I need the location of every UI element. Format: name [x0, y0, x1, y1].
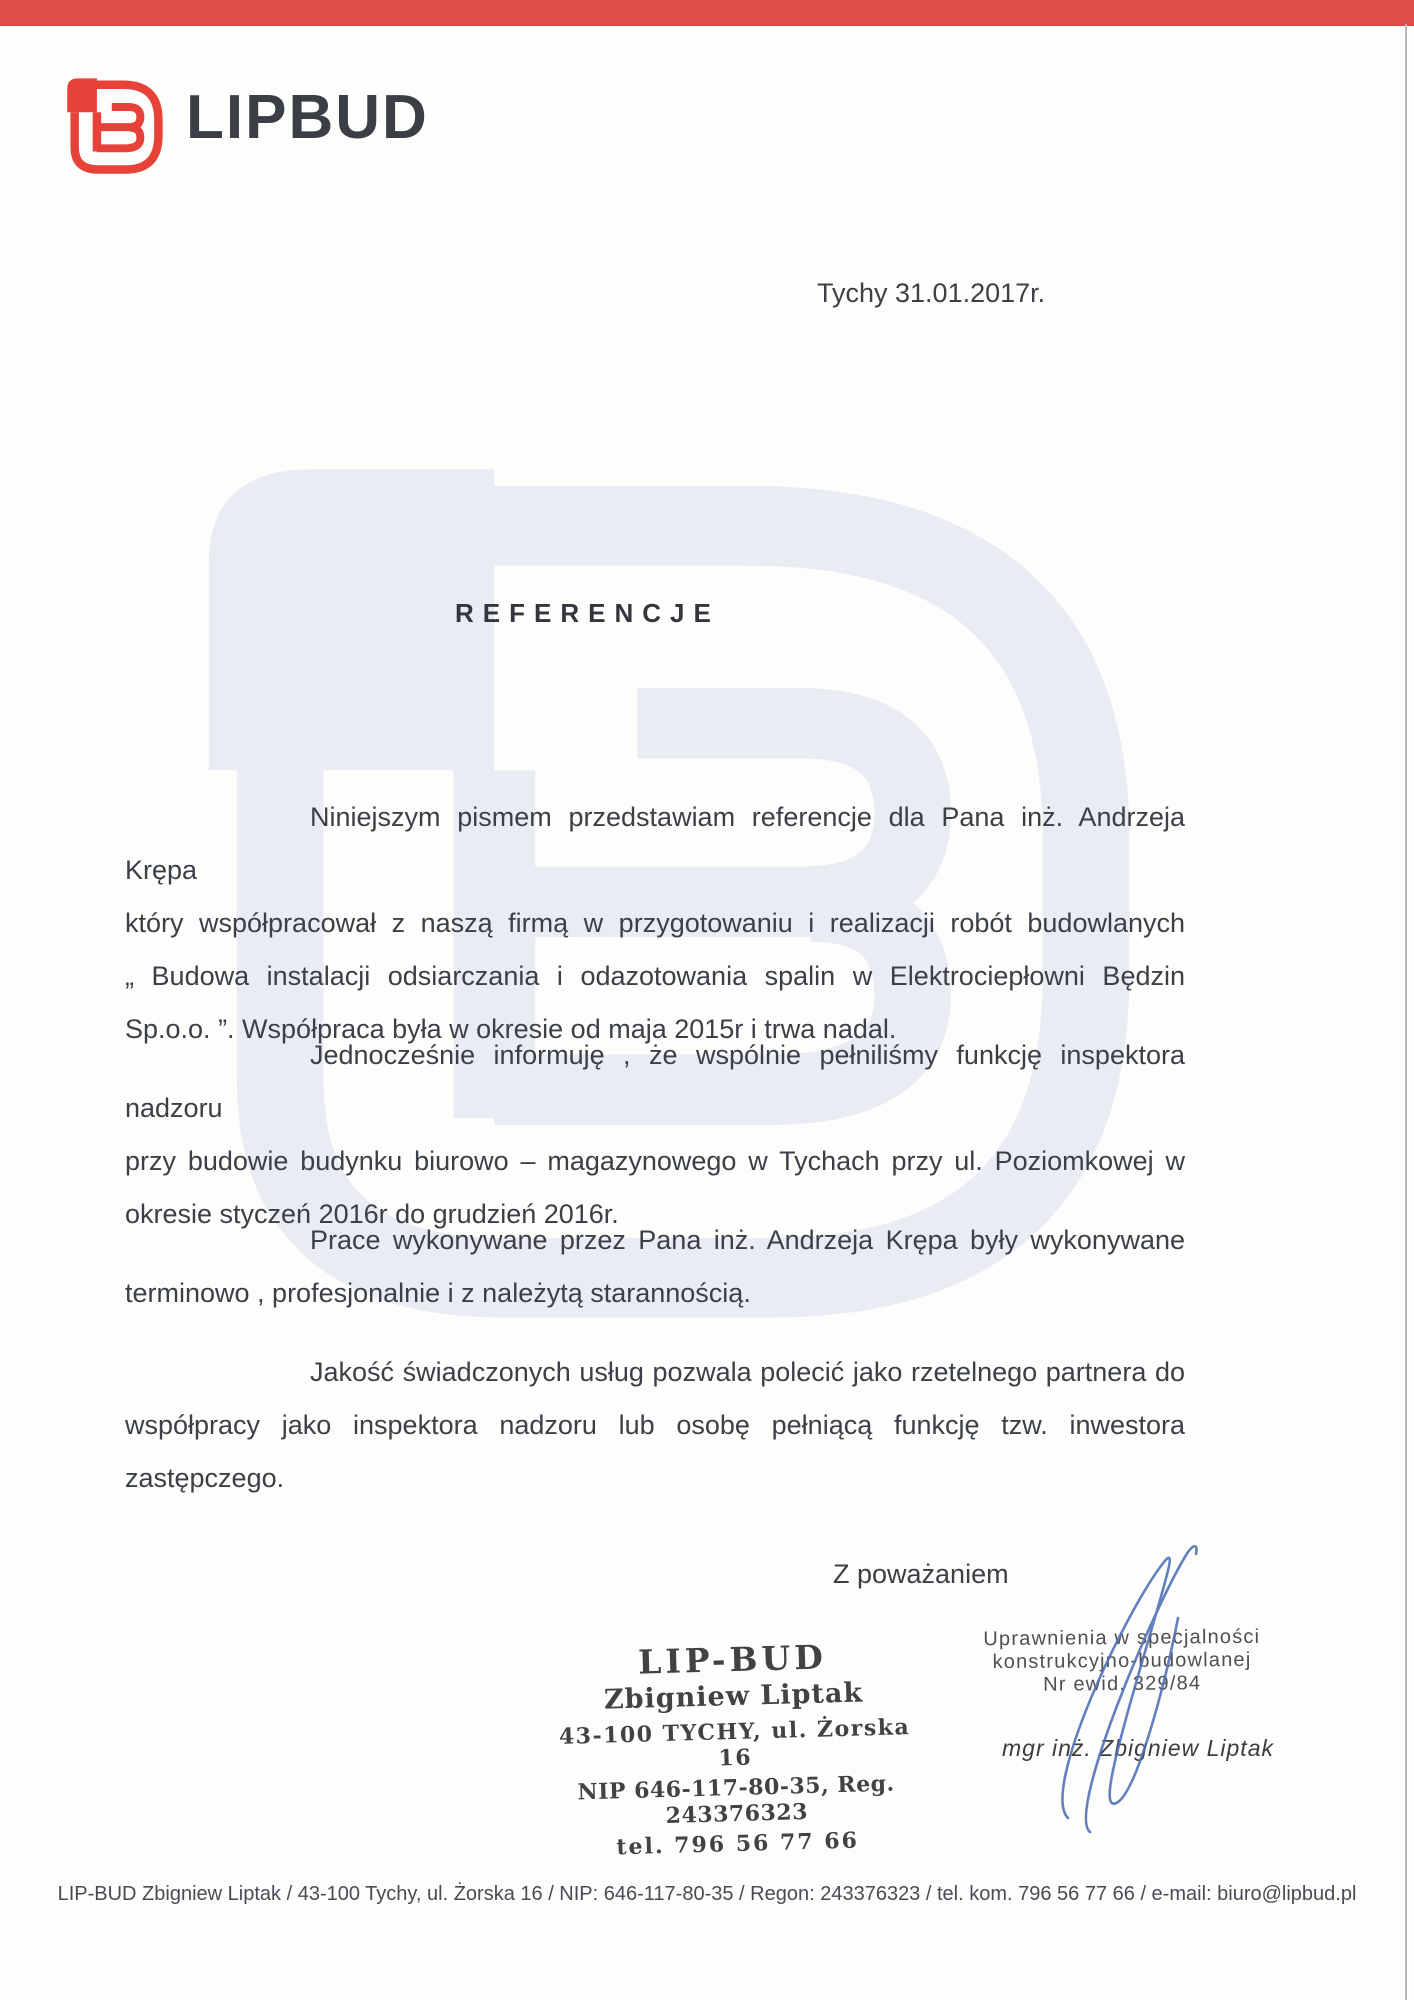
signer-name: mgr inż. Zbigniew Liptak [1002, 1735, 1274, 1761]
scan-edge-line [1405, 24, 1407, 2000]
top-red-bar [0, 0, 1414, 26]
paragraph-line: Jednocześnie informuję , że wspólnie pełniliśmy funkcję inspektora nadzoru [125, 1040, 1185, 1123]
paragraph-line: Niniejszym pismem przedstawiam referencje dla Pana inż. Andrzeja Krępa [125, 802, 1185, 885]
paragraph-line: zastępczego. [125, 1463, 285, 1493]
credentials-line: Uprawnienia w specjalności [983, 1625, 1261, 1651]
paragraph-line: który współpracował z naszą firmą w przygotowaniu i realizacji robót budowlanych [125, 908, 1185, 938]
stamp-phone: tel. 796 56 77 66 [616, 1827, 860, 1861]
stamp-company-name: LIP-BUD [637, 1637, 828, 1682]
company-stamp [549, 1635, 921, 1862]
handwritten-signature [1038, 1540, 1248, 1845]
stamp-tax-ids: NIP 646-117-80-35, Reg. 243376323 [577, 1770, 896, 1829]
paragraph-1 [125, 791, 1185, 1056]
paragraph-line: terminowo , profesjonalnie i z należytą starannością. [125, 1278, 751, 1308]
paragraph-line: Prace wykonywane przez Pana inż. Andrzeja Krępa były wykonywane [310, 1225, 1185, 1255]
credentials-line: Nr ewid. 329/84 [1043, 1672, 1202, 1696]
paragraph-4 [125, 1346, 1185, 1505]
paragraph-line: okresie styczeń 2016r do grudzień 2016r. [125, 1199, 619, 1229]
logo-wordmark: LIPBUD [186, 83, 429, 152]
credentials-line: konstrukcyjno-budowlanej [992, 1648, 1252, 1674]
paragraph-line: Sp.o.o. ”. Współpraca była w okresie od maja 2015r i trwa nadal. [125, 1014, 897, 1044]
paragraph-line: współpracy jako inspektora nadzoru lub osobę pełniącą funkcję tzw. inwestora [125, 1410, 1185, 1440]
date-line: Tychy 31.01.2017r. [817, 278, 1046, 308]
lipbud-logo-icon [62, 72, 170, 178]
paragraph-2 [125, 1029, 1185, 1241]
closing-salutation: Z poważaniem [833, 1559, 1009, 1589]
paragraph-line: „ Budowa instalacji odsiarczania i odazotowania spalin w Elektrociepłowni Będzin [125, 961, 1185, 991]
paragraph-line: przy budowie budynku biurowo – magazynowego w Tychach przy ul. Poziomkowej w [125, 1146, 1185, 1176]
stamp-address: 43-100 TYCHY, ul. Żorska 16 [558, 1714, 911, 1772]
paragraph-3 [125, 1214, 1185, 1320]
stamp-owner-name: Zbigniew Liptak [603, 1677, 864, 1716]
document-title: REFERENCJE [455, 598, 720, 628]
paragraph-line: Jakość świadczonych usług pozwala polecić jako rzetelnego partnera do [310, 1357, 1185, 1387]
footer-contact-line: LIP-BUD Zbigniew Liptak / 43-100 Tychy, ul. Żorska 16 / NIP: 646-117-80-35 / Regon: 243376323 / tel. kom. 796 56 77 66 / e-mail: biuro@lipbud.pl [57, 1883, 1357, 1905]
